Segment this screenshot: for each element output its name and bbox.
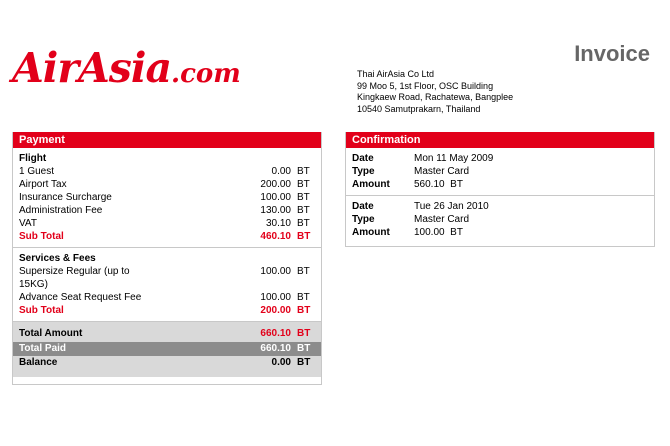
balance-label: Balance <box>19 357 58 368</box>
line-item <box>19 204 315 217</box>
date-value: Mon 11 May 2009 <box>414 153 494 164</box>
item-amount: 200.00 <box>260 179 291 190</box>
subtotal-amount: 460.10 <box>260 231 291 242</box>
confirmation-entry <box>346 148 654 195</box>
services-subtotal <box>19 304 315 317</box>
item-currency: BT <box>297 292 310 303</box>
amount-label: Amount <box>352 179 390 190</box>
item-amount: 130.00 <box>260 205 291 216</box>
address-line-2: Kingkaew Road, Rachatewa, Bangplee <box>357 92 514 103</box>
flight-section <box>13 148 321 247</box>
amount-value: 100.00 BT <box>414 227 463 238</box>
airasia-logo <box>12 44 241 110</box>
date-label: Date <box>352 153 374 164</box>
type-value: Master Card <box>414 214 470 225</box>
line-item <box>19 191 315 204</box>
item-label: Supersize Regular (up to 15KG) <box>19 266 130 290</box>
amount-label: Amount <box>352 227 390 238</box>
services-section <box>13 247 321 321</box>
company-name: Thai AirAsia Co Ltd <box>357 69 435 79</box>
subtotal-currency: BT <box>297 305 311 316</box>
line-item <box>19 178 315 191</box>
confirmation-panel <box>345 132 655 247</box>
subtotal-amount: 200.00 <box>260 305 291 316</box>
payment-panel <box>12 132 322 385</box>
flight-title: Flight <box>19 153 47 164</box>
item-currency: BT <box>297 192 310 203</box>
total-paid-row <box>13 342 321 356</box>
date-value: Tue 26 Jan 2010 <box>414 201 489 212</box>
type-value: Master Card <box>414 166 470 177</box>
item-label: Airport Tax <box>19 179 67 190</box>
confirmation-type-row <box>352 165 648 178</box>
address-line-3: 10540 Samutprakarn, Thailand <box>357 104 481 115</box>
total-amount-label: Total Amount <box>19 328 83 339</box>
confirmation-entry <box>346 195 654 243</box>
company-address <box>357 69 513 116</box>
total-amount-value: 660.10 <box>260 328 291 339</box>
confirmation-date-row <box>352 152 648 165</box>
confirmation-date-row <box>352 200 648 213</box>
total-amount-row <box>19 327 315 340</box>
item-currency: BT <box>297 266 310 277</box>
item-label: VAT <box>19 218 37 229</box>
item-label: Administration Fee <box>19 205 103 216</box>
flight-subtotal <box>19 230 315 243</box>
item-label: Advance Seat Request Fee <box>19 292 142 303</box>
item-currency: BT <box>297 166 310 177</box>
payment-header: Payment <box>13 132 321 148</box>
type-label: Type <box>352 214 375 225</box>
address-line-1: 99 Moo 5, 1st Floor, OSC Building <box>357 80 494 91</box>
balance-currency: BT <box>297 357 311 368</box>
confirmation-amount-row <box>352 226 648 239</box>
logo-main-text: AirAsia <box>12 44 172 92</box>
item-amount: 100.00 <box>260 292 291 303</box>
confirmation-type-row <box>352 213 648 226</box>
logo-suffix-text: .com <box>171 59 241 89</box>
line-item <box>19 291 315 304</box>
item-amount: 0.00 <box>271 166 291 177</box>
subtotal-label: Sub Total <box>19 305 64 316</box>
balance-value: 0.00 <box>271 357 291 368</box>
item-currency: BT <box>297 218 310 229</box>
item-label: Insurance Surcharge <box>19 192 112 203</box>
type-label: Type <box>352 166 375 177</box>
item-amount: 100.00 <box>260 266 291 277</box>
services-title: Services & Fees <box>19 253 96 264</box>
total-paid-currency: BT <box>297 343 311 354</box>
subtotal-currency: BT <box>297 231 311 242</box>
invoice-title: Invoice <box>574 41 650 66</box>
line-item <box>19 265 315 291</box>
item-amount: 30.10 <box>265 218 291 229</box>
total-paid-value: 660.10 <box>260 343 291 354</box>
item-currency: BT <box>297 205 310 216</box>
balance-row <box>19 356 315 369</box>
confirmation-amount-row <box>352 178 648 191</box>
confirmation-header: Confirmation <box>346 132 654 148</box>
item-currency: BT <box>297 179 310 190</box>
item-amount: 100.00 <box>260 192 291 203</box>
amount-value: 560.10 BT <box>414 179 463 190</box>
subtotal-label: Sub Total <box>19 231 64 242</box>
totals-section <box>13 321 321 377</box>
line-item <box>19 217 315 230</box>
item-label: 1 Guest <box>19 166 55 177</box>
line-item <box>19 165 315 178</box>
total-amount-currency: BT <box>297 328 311 339</box>
total-paid-label: Total Paid <box>19 343 67 354</box>
date-label: Date <box>352 201 374 212</box>
